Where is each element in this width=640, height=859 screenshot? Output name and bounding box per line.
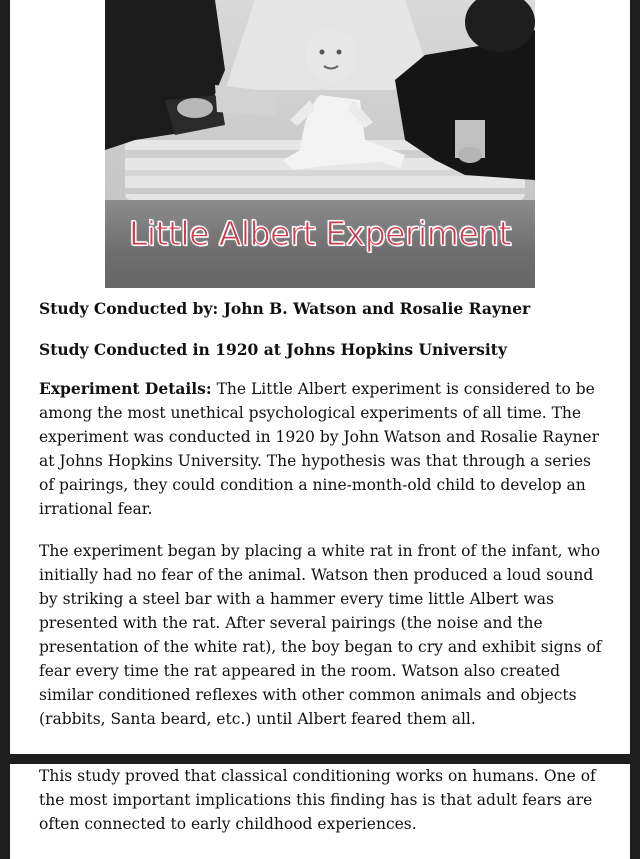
experiment-photo (105, 0, 535, 288)
experiment-details-text: The Little Albert experiment is considered to be among the most unethical psychological experiments of all time. The experiment was conducted in 1920 by John Watson and Rosalie Rayner at Johns Hopkins University. The hypothesis was that through a series of pairings, they could condition a nine-month-old child to develop an irrational fear. (39, 380, 600, 518)
experiment-details-label: Experiment Details: (39, 379, 212, 398)
experiment-procedure-paragraph: The experiment began by placing a white rat in front of the infant, who initially had no fear of the animal. Watson then produced a loud sound by striking a steel bar with a hammer every time little Albert was presented with the rat. After several pairings (the noise and the presentation of the white rat), the boy began to cry and exhibit signs of fear every time the rat appeared in the room. Watson also created similar conditioned reflexes with other common animals and objects (rabbits, Santa beard, etc.) until Albert feared them all. (39, 542, 602, 728)
photo-caption: Little Albert Experiment (128, 214, 512, 253)
article-card-bottom (10, 764, 630, 859)
article-card-top (10, 0, 630, 754)
experiment-details-paragraph (39, 377, 609, 521)
conducted-by-heading: Study Conducted by: John B. Watson and Rosalie Rayner (39, 299, 531, 318)
conducted-in-heading: Study Conducted in 1920 at Johns Hopkins University (39, 340, 507, 359)
conclusion-paragraph: This study proved that classical conditioning works on humans. One of the most important implications this finding has is that adult fears are often connected to early childhood experiences. (39, 767, 596, 833)
